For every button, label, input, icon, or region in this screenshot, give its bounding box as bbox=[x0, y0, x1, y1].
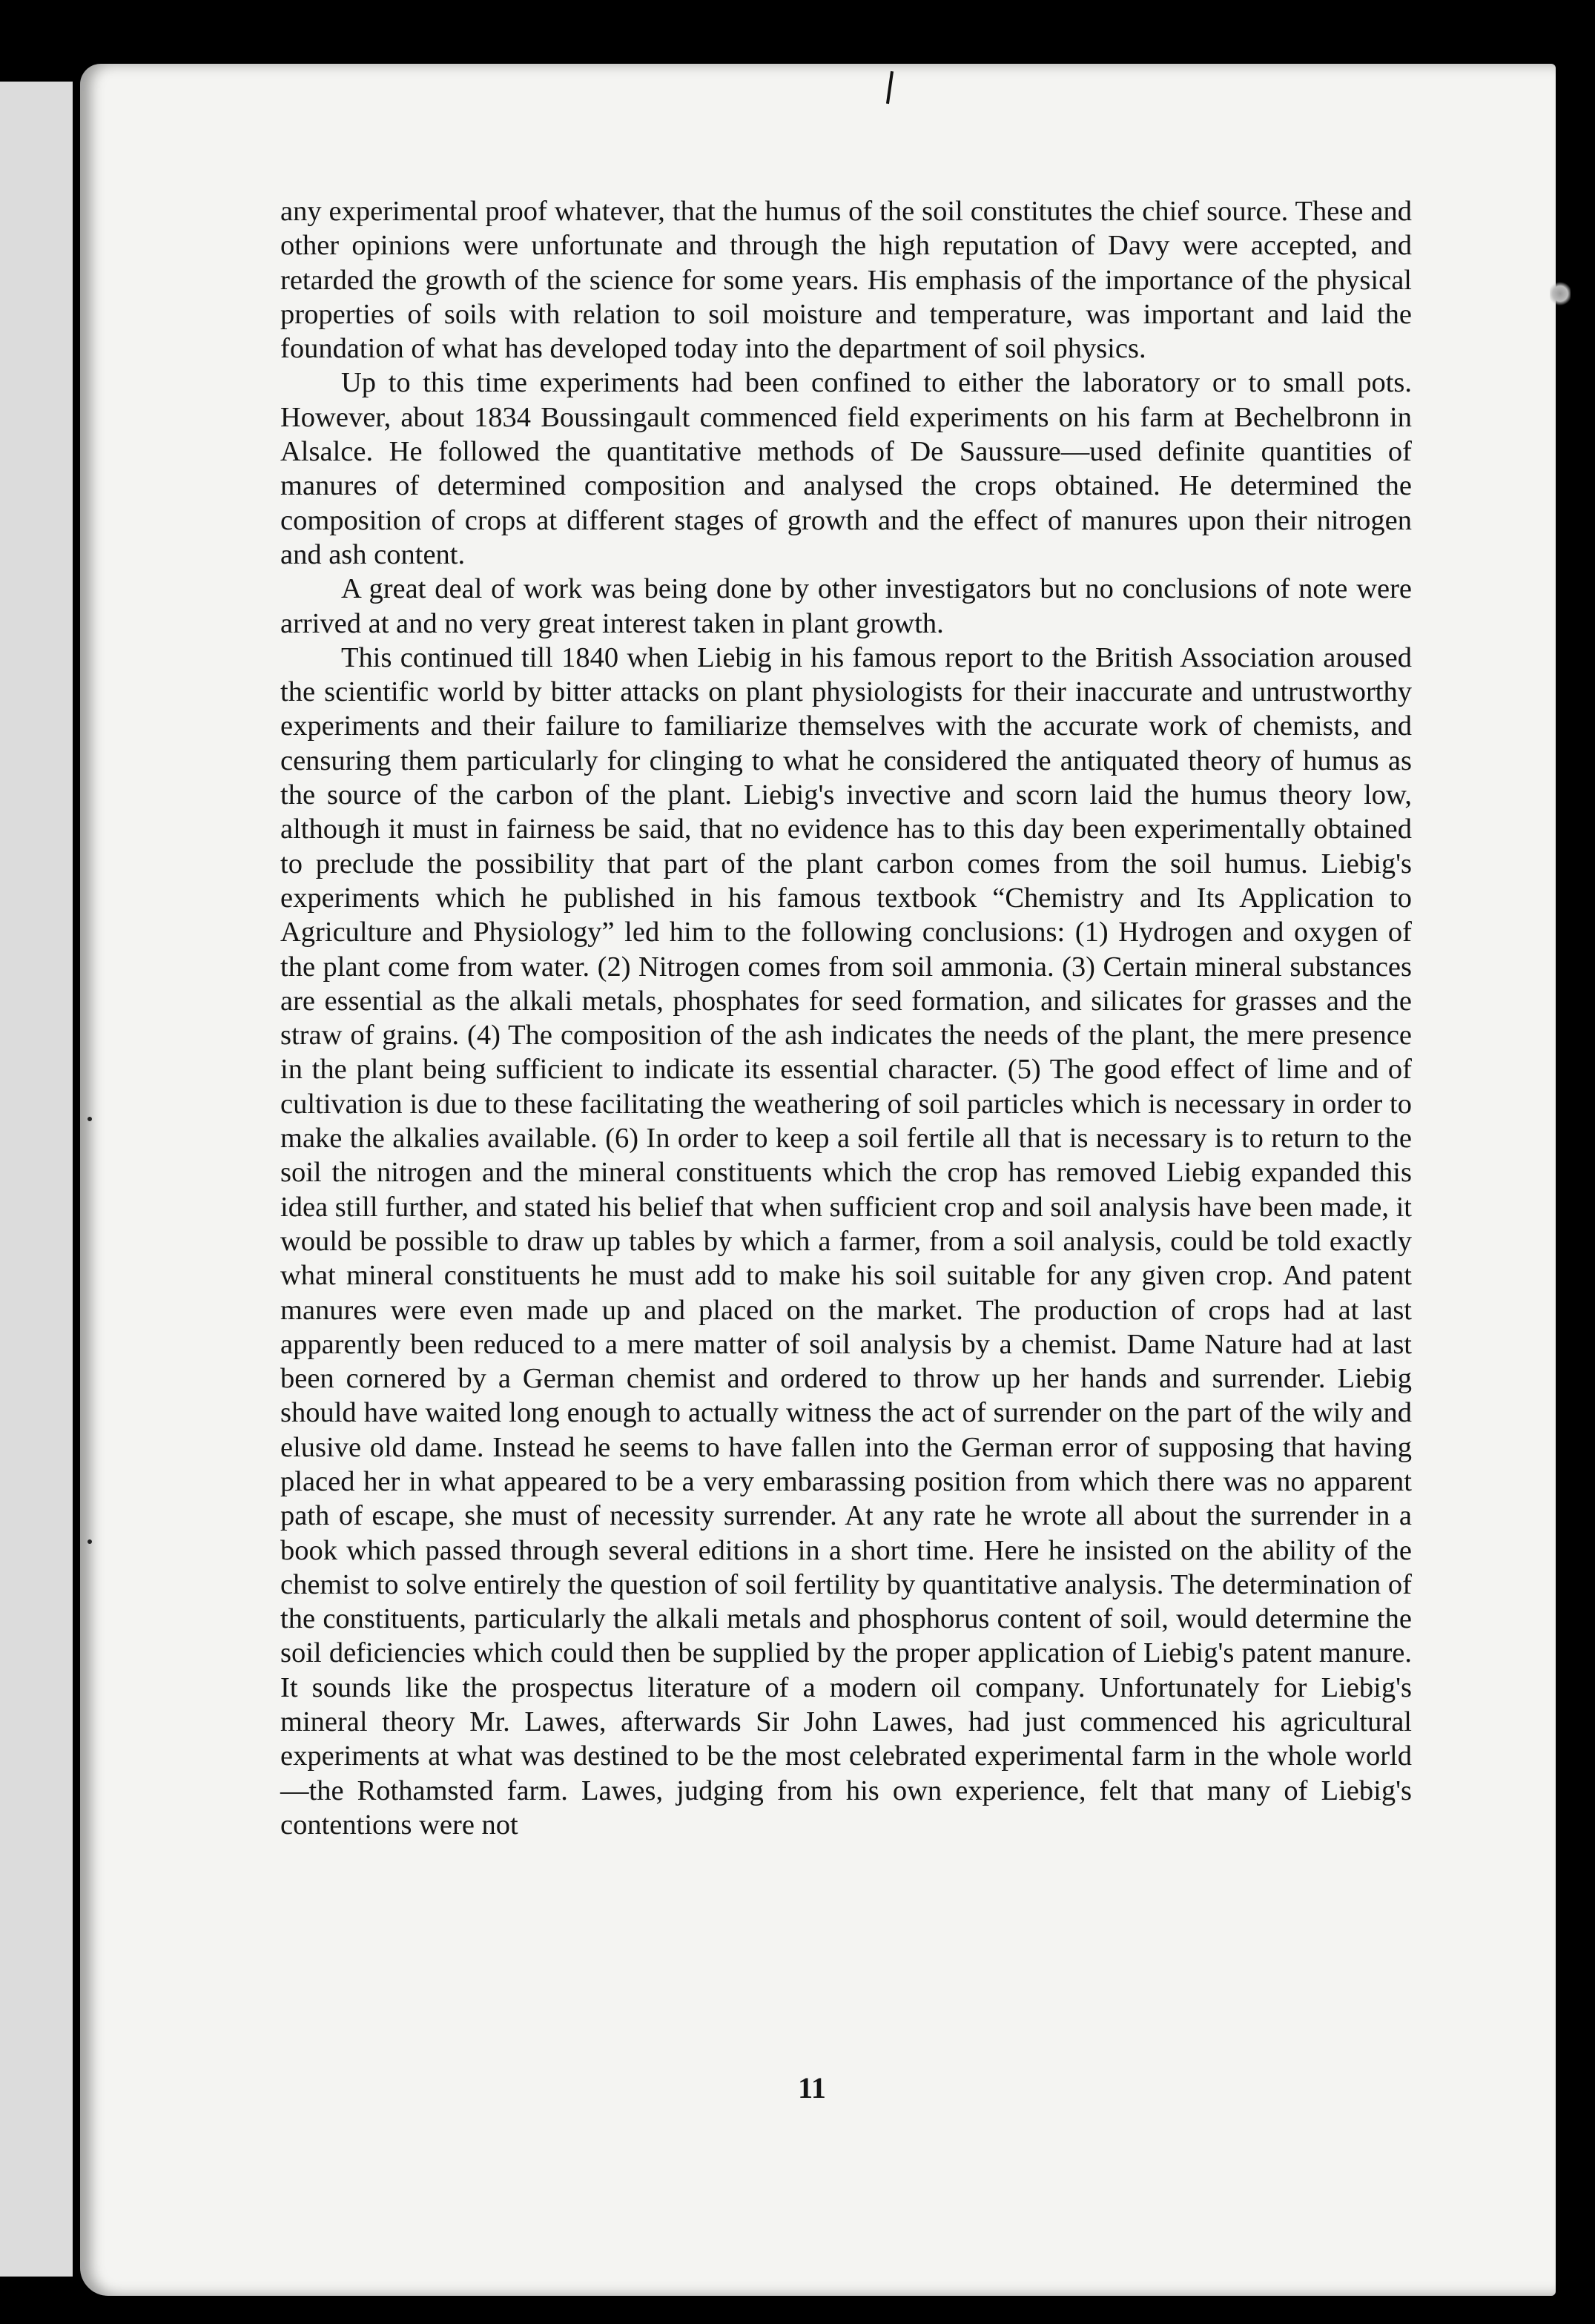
paragraph: any experimental proof whatever, that the humus of the soil constitutes the chief source. These and other opinions were unfortunate and through the high reputation of Davy were accepted, and retarded the growth of the science for some years. His emphasis of the importance of the physical properties of soils with relation to soil moisture and temperature, was important and laid the foundation of what has developed today into the department of soil physics. bbox=[280, 196, 1412, 365]
margin-dot bbox=[87, 1539, 92, 1544]
paragraph: This continued till 1840 when Liebig in his famous report to the British Association aroused the scientific world by bitter attacks on plant physiologists for their inaccurate and untrustworthy experiments and their failure to familiarize themselves with the accurate work of chemists, and censuring them particularly for clinging to what he considered the antiquated theory of humus as the source of the carbon of the plant. Liebig's invective and scorn laid the humus theory low, although it must in fairness be said, that no evidence has to this day been experimentally obtained to preclude the possibility that part of the plant carbon comes from the soil humus. Liebig's experiments which he published in his famous textbook “Chemistry and Its Application to Agriculture and Physiology” led him to the following conclusions: (1) Hydrogen and oxygen of the plant come from water. (2) Nitrogen comes from soil ammonia. (3) Certain mineral substances are essential as the alkali metals, phosphates for seed formation, and silicates for grasses and the straw of grains. (4) The composition of the ash indicates the needs of the plant, the mere presence in the plant being sufficient to indicate its essential character. (5) The good effect of lime and of cultivation is due to these facilitating the weathering of soil particles which is necessary in order to make the alkalies available. (6) In order to keep a soil fertile all that is necessary is to return to the soil the nitrogen and the mineral constituents which the crop has removed Liebig expanded this idea still further, and stated his belief that when sufficient crop and soil analysis have been made, it would be possible to draw up tables by which a farmer, from a soil analysis, could be told exactly what mineral constituents he must add to make his soil suitable for any given crop. And patent manures were even made up and placed on the market. The production of crops had at last apparently been reduced to a mere matter of soil analysis by a chemist. Dame Nature had at last been cornered by a German chemist and ordered to throw up her hands and surrender. Liebig should have waited long enough to actually witness the act of surrender on the part of the wily and elusive old dame. Instead he seems to have fallen into the German error of supposing that having placed her in what appeared to be a very embarassing position from which there was no apparent path of escape, she must of necessity surrender. At any rate he wrote all about the surrender in a book which passed through several editions in a short time. Here he insisted on the ability of the chemist to solve entirely the question of soil fertility by quantitative analysis. The determination of the constituents, particularly the alkali metals and phosphorus content of soil, would determine the soil deficiencies which could then be supplied by the proper application of Liebig's patent manure. It sounds like the prospectus literature of a modern oil company. Unfortunately for Liebig's mineral theory Mr. Lawes, afterwards Sir John Lawes, had just commenced his agricultural experiments at what was destined to be the most celebrated experimental farm in the whole world—the Rothamsted farm. Lawes, judging from his own experience, felt that many of Liebig's contentions were not bbox=[280, 641, 1412, 1841]
paper-speck bbox=[1550, 280, 1571, 307]
body-text bbox=[280, 194, 1412, 1842]
paragraph: A great deal of work was being done by other investigators but no conclusions of note were arrived at and no very great interest taken in plant growth. bbox=[280, 573, 1412, 639]
previous-page-edge bbox=[0, 82, 73, 2277]
paragraph: Up to this time experiments had been confined to either the laboratory or to small pots. However, about 1834 Boussingault commenced field experiments on his farm at Bechelbronn in Alsalce. He followed the quantitative methods of De Saussure—used definite quantities of manures of determined composition and analysed the crops obtained. He determined the composition of crops at different stages of growth and the effect of manures upon their nitrogen and ash content. bbox=[280, 367, 1412, 570]
margin-dot bbox=[87, 1117, 92, 1121]
page-number: 11 bbox=[798, 2071, 826, 2105]
